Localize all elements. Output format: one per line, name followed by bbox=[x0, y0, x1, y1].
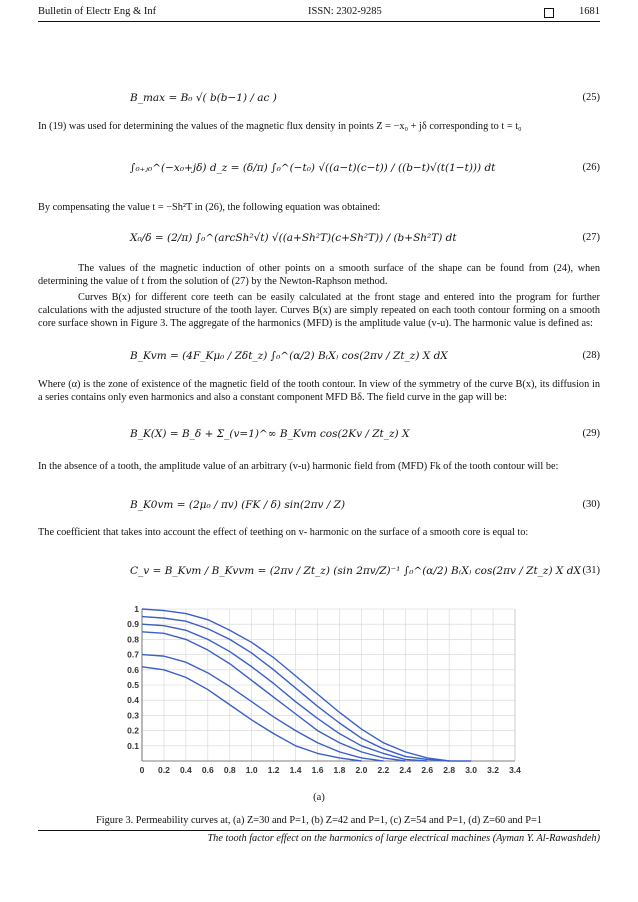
paragraph-2: By compensating the value t = −Sh²T in (26), the following equation was obtained: bbox=[38, 202, 381, 213]
x-tick-label: 3.0 bbox=[465, 765, 478, 775]
equation-30-formula: B_K0vm = (2μ₀ / πv) (FK / δ) sin(2πv / Z) bbox=[130, 499, 346, 511]
footer-rule bbox=[38, 830, 600, 831]
x-tick-label: 0 bbox=[139, 765, 145, 775]
equation-31-formula: C_v = B_Kvm / B_Kvvm = (2πv / Zt_z) (sin 2πv/Z)⁻¹ ∫₀^(α/2) B₍X₎ cos(2πv / Zt_z) X dX bbox=[130, 565, 581, 577]
y-tick-label: 0.2 bbox=[127, 725, 139, 736]
equation-30 bbox=[60, 499, 600, 519]
series-line bbox=[142, 655, 383, 761]
paragraph-3: The values of the magnetic induction of other points on a smooth surface of the shape can be found from (24), when determining the value of t from the solution of (27) by the Newton-Raphson method. bbox=[38, 263, 600, 288]
equation-28 bbox=[60, 350, 600, 370]
equation-27 bbox=[60, 232, 600, 252]
equation-25-formula: B_max = B₀ √( b(b−1) / ac ) bbox=[130, 92, 277, 104]
x-tick-label: 1.0 bbox=[245, 765, 258, 775]
running-title: The tooth factor effect on the harmonics of large electrical machines (Ayman Y. Al-Rawashdeh) bbox=[207, 833, 600, 844]
x-tick-label: 3.2 bbox=[487, 765, 499, 775]
paragraph-7: The coefficient that takes into account the effect of teething on v- harmonic on the surface of a smooth core is equal to: bbox=[38, 527, 529, 538]
equation-31 bbox=[60, 565, 600, 585]
y-tick-label: 0.8 bbox=[127, 634, 139, 645]
equation-29-formula: B_K(X) = B_δ + Σ_(v=1)^∞ B_Kvm cos(2Kv / Zt_z) X bbox=[130, 428, 410, 440]
x-tick-label: 2.8 bbox=[443, 765, 456, 775]
x-tick-label: 0.8 bbox=[223, 765, 236, 775]
header-rule bbox=[38, 21, 600, 22]
y-tick-label: 0.1 bbox=[127, 740, 139, 751]
y-tick-label: 0.4 bbox=[127, 695, 139, 706]
x-tick-label: 0.4 bbox=[179, 765, 192, 775]
checkbox-icon bbox=[544, 8, 554, 18]
y-tick-label: 1 bbox=[134, 604, 139, 614]
equation-26-formula: ∫₀₊ⱼ₀^(−x₀+jδ) d_z = (δ/π) ∫₀^(−t₀) √((a−t)(c−t)) / ((b−t)√(t(1−t))) dt bbox=[130, 162, 496, 174]
x-tick-label: 1.4 bbox=[289, 765, 302, 775]
figure-caption: Figure 3. Permeability curves at, (a) Z=30 and P=1, (b) Z=42 and P=1, (c) Z=54 and P=1, (d) Z=60 and P=1 bbox=[96, 815, 542, 826]
page-header bbox=[38, 6, 600, 22]
x-tick-label: 1.8 bbox=[333, 765, 346, 775]
journal-name: Bulletin of Electr Eng & Inf bbox=[38, 6, 157, 17]
permeability-chart bbox=[120, 603, 530, 783]
equation-26 bbox=[60, 162, 600, 182]
x-tick-label: 2.4 bbox=[399, 765, 412, 775]
equation-28-formula: B_Kvm = (4F_Kμ₀ / Zδt_z) ∫₀^(α/2) B₍X₎ cos(2πv / Zt_z) X dX bbox=[130, 350, 448, 362]
equation-30-number: (30) bbox=[582, 499, 600, 510]
equation-27-formula: X₀/δ = (2/π) ∫₀^(arcSh²√t) √((a+Sh²T)(c+Sh²T)) / (b+Sh²T) dt bbox=[130, 232, 457, 244]
equation-29 bbox=[60, 428, 600, 448]
paragraph-6: In the absence of a tooth, the amplitude value of an arbitrary (v-u) harmonic field from (MFD) Fk of the tooth contour will be: bbox=[38, 461, 559, 472]
equation-25-number: (25) bbox=[582, 92, 600, 103]
x-tick-label: 3.4 bbox=[509, 765, 521, 775]
x-tick-label: 2.2 bbox=[377, 765, 390, 775]
x-tick-label: 1.6 bbox=[311, 765, 324, 775]
y-tick-label: 0.9 bbox=[127, 619, 139, 630]
x-tick-label: 2.0 bbox=[355, 765, 368, 775]
x-tick-label: 2.6 bbox=[421, 765, 434, 775]
x-tick-label: 1.2 bbox=[267, 765, 280, 775]
y-tick-label: 0.3 bbox=[127, 710, 139, 721]
equation-28-number: (28) bbox=[582, 350, 600, 361]
paragraph-1: In (19) was used for determining the values of the magnetic flux density in points Z = −x₀ + jδ corresponding to t = t₀ bbox=[38, 121, 522, 132]
paragraph-5: Where (α) is the zone of existence of the magnetic field of the tooth contour. In view of the symmetry of the curve B(x), its diffusion in a series contains only even harmonics and also a constant component MFD Bδ. The field curve in the gap will be: bbox=[38, 379, 600, 404]
issn: ISSN: 2302-9285 bbox=[308, 6, 382, 17]
y-tick-label: 0.7 bbox=[127, 649, 139, 660]
equation-26-number: (26) bbox=[582, 162, 600, 173]
equation-29-number: (29) bbox=[582, 428, 600, 439]
equation-25 bbox=[60, 92, 600, 112]
chart-tick-labels bbox=[127, 604, 521, 775]
paragraph-4: Curves B(x) for different core teeth can be easily calculated at the front stage and entered into the program for further calculations with the adjusted structure of the tooth layer. Curves B(x) are simply repeated on each tooth contour forming on a smooth core surface shown in Figure 3. The aggregate of the harmonics (MFD) is the amplitude value (v-u). The harmonic value is defined as: bbox=[38, 292, 600, 330]
x-tick-label: 0.2 bbox=[158, 765, 170, 775]
equation-27-number: (27) bbox=[582, 232, 600, 243]
x-tick-label: 0.6 bbox=[201, 765, 214, 775]
y-tick-label: 0.6 bbox=[127, 664, 139, 675]
figure-sublabel: (a) bbox=[313, 792, 325, 803]
page-number: 1681 bbox=[579, 6, 600, 17]
equation-31-number: (31) bbox=[582, 565, 600, 576]
chart-grid bbox=[142, 609, 515, 761]
y-tick-label: 0.5 bbox=[127, 680, 139, 690]
